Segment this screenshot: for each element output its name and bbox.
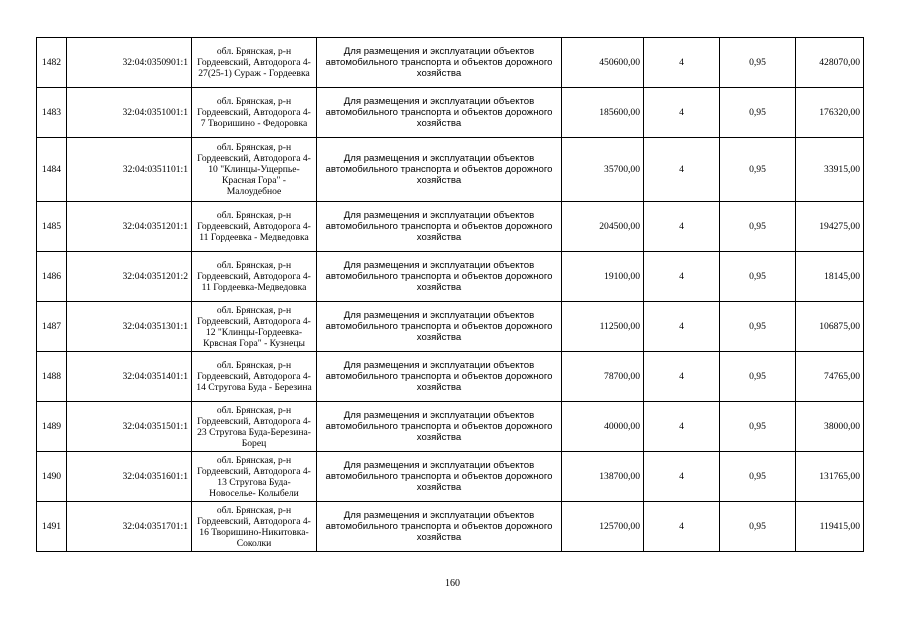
address-cell: обл. Брянская, р-н Гордеевский, Автодорога 4-16 Творишино-Никитовка- Соколки [192, 502, 317, 552]
address-cell: обл. Брянская, р-н Гордеевский, Автодорога 4-14 Стругова Буда - Березина [192, 352, 317, 402]
cost-cell: 176320,00 [796, 88, 864, 138]
cost-cell: 119415,00 [796, 502, 864, 552]
address-cell: обл. Брянская, р-н Гордеевский, Автодорога 4-12 "Клинцы-Гордеевка-Крвсная Гора" - Кузнецы [192, 302, 317, 352]
address-cell: обл. Брянская, р-н Гордеевский, Автодорога 4-10 "Клинцы-Ущерпье-Красная Гора" - Малоудебное [192, 138, 317, 202]
table-row [37, 302, 864, 352]
coefficient-cell: 4 [644, 202, 720, 252]
cadastral-number: 32:04:0351201:2 [67, 252, 192, 302]
cadastral-number: 32:04:0351201:1 [67, 202, 192, 252]
cost-cell: 194275,00 [796, 202, 864, 252]
rate-cell: 0,95 [720, 352, 796, 402]
table-row [37, 138, 864, 202]
area-cell: 40000,00 [562, 402, 644, 452]
row-number: 1485 [37, 202, 67, 252]
row-number: 1483 [37, 88, 67, 138]
row-number: 1489 [37, 402, 67, 452]
address-cell: обл. Брянская, р-н Гордеевский, Автодорога 4-11 Гордеевка - Медведовка [192, 202, 317, 252]
row-number: 1486 [37, 252, 67, 302]
address-cell: обл. Брянская, р-н Гордеевский, Автодорога 4-23 Стругова Буда-Березина-Борец [192, 402, 317, 452]
cadastral-number: 32:04:0350901:1 [67, 38, 192, 88]
rate-cell: 0,95 [720, 88, 796, 138]
row-number: 1484 [37, 138, 67, 202]
cadastral-number: 32:04:0351701:1 [67, 502, 192, 552]
area-cell: 450600,00 [562, 38, 644, 88]
rate-cell: 0,95 [720, 202, 796, 252]
cost-cell: 106875,00 [796, 302, 864, 352]
permitted-use-cell: Для размещения и эксплуатации объектов автомобильного транспорта и объектов дорожного хозяйства [317, 202, 562, 252]
table-row [37, 452, 864, 502]
cadastral-number: 32:04:0351501:1 [67, 402, 192, 452]
cadastral-number: 32:04:0351301:1 [67, 302, 192, 352]
permitted-use-cell: Для размещения и эксплуатации объектов автомобильного транспорта и объектов дорожного хозяйства [317, 138, 562, 202]
rate-cell: 0,95 [720, 302, 796, 352]
row-number: 1491 [37, 502, 67, 552]
area-cell: 78700,00 [562, 352, 644, 402]
cost-cell: 38000,00 [796, 402, 864, 452]
cost-cell: 428070,00 [796, 38, 864, 88]
coefficient-cell: 4 [644, 88, 720, 138]
area-cell: 35700,00 [562, 138, 644, 202]
rate-cell: 0,95 [720, 452, 796, 502]
document-sheet [36, 37, 863, 552]
row-number: 1482 [37, 38, 67, 88]
permitted-use-cell: Для размещения и эксплуатации объектов автомобильного транспорта и объектов дорожного хозяйства [317, 402, 562, 452]
area-cell: 138700,00 [562, 452, 644, 502]
coefficient-cell: 4 [644, 252, 720, 302]
permitted-use-cell: Для размещения и эксплуатации объектов автомобильного транспорта и объектов дорожного хозяйства [317, 352, 562, 402]
row-number: 1487 [37, 302, 67, 352]
permitted-use-cell: Для размещения и эксплуатации объектов автомобильного транспорта и объектов дорожного хозяйства [317, 252, 562, 302]
area-cell: 112500,00 [562, 302, 644, 352]
coefficient-cell: 4 [644, 302, 720, 352]
rate-cell: 0,95 [720, 502, 796, 552]
rate-cell: 0,95 [720, 138, 796, 202]
rate-cell: 0,95 [720, 402, 796, 452]
page-number: 160 [445, 578, 460, 589]
cost-cell: 131765,00 [796, 452, 864, 502]
permitted-use-cell: Для размещения и эксплуатации объектов автомобильного транспорта и объектов дорожного хозяйства [317, 302, 562, 352]
table-row [37, 502, 864, 552]
cadastral-number: 32:04:0351101:1 [67, 138, 192, 202]
address-cell: обл. Брянская, р-н Гордеевский, Автодорога 4-7 Творишино - Федоровка [192, 88, 317, 138]
permitted-use-cell: Для размещения и эксплуатации объектов автомобильного транспорта и объектов дорожного хозяйства [317, 452, 562, 502]
cost-cell: 74765,00 [796, 352, 864, 402]
cadastral-number: 32:04:0351601:1 [67, 452, 192, 502]
table-row [37, 352, 864, 402]
table-row [37, 38, 864, 88]
table-row [37, 88, 864, 138]
land-registry-table [36, 37, 864, 552]
coefficient-cell: 4 [644, 352, 720, 402]
permitted-use-cell: Для размещения и эксплуатации объектов автомобильного транспорта и объектов дорожного хозяйства [317, 502, 562, 552]
rate-cell: 0,95 [720, 252, 796, 302]
row-number: 1490 [37, 452, 67, 502]
table-body [37, 38, 864, 552]
cadastral-number: 32:04:0351001:1 [67, 88, 192, 138]
address-cell: обл. Брянская, р-н Гордеевский, Автодорога 4-11 Гордеевка-Медведовка [192, 252, 317, 302]
address-cell: обл. Брянская, р-н Гордеевский, Автодорога 4-13 Стругова Буда-Новоселье- Колыбели [192, 452, 317, 502]
table-row [37, 402, 864, 452]
cadastral-number: 32:04:0351401:1 [67, 352, 192, 402]
coefficient-cell: 4 [644, 452, 720, 502]
table-row [37, 252, 864, 302]
permitted-use-cell: Для размещения и эксплуатации объектов автомобильного транспорта и объектов дорожного хозяйства [317, 38, 562, 88]
area-cell: 204500,00 [562, 202, 644, 252]
table-row [37, 202, 864, 252]
coefficient-cell: 4 [644, 502, 720, 552]
coefficient-cell: 4 [644, 38, 720, 88]
coefficient-cell: 4 [644, 138, 720, 202]
area-cell: 185600,00 [562, 88, 644, 138]
area-cell: 19100,00 [562, 252, 644, 302]
row-number: 1488 [37, 352, 67, 402]
area-cell: 125700,00 [562, 502, 644, 552]
cost-cell: 18145,00 [796, 252, 864, 302]
rate-cell: 0,95 [720, 38, 796, 88]
address-cell: обл. Брянская, р-н Гордеевский, Автодорога 4-27(25-1) Сураж - Гордеевка [192, 38, 317, 88]
permitted-use-cell: Для размещения и эксплуатации объектов автомобильного транспорта и объектов дорожного хозяйства [317, 88, 562, 138]
coefficient-cell: 4 [644, 402, 720, 452]
cost-cell: 33915,00 [796, 138, 864, 202]
